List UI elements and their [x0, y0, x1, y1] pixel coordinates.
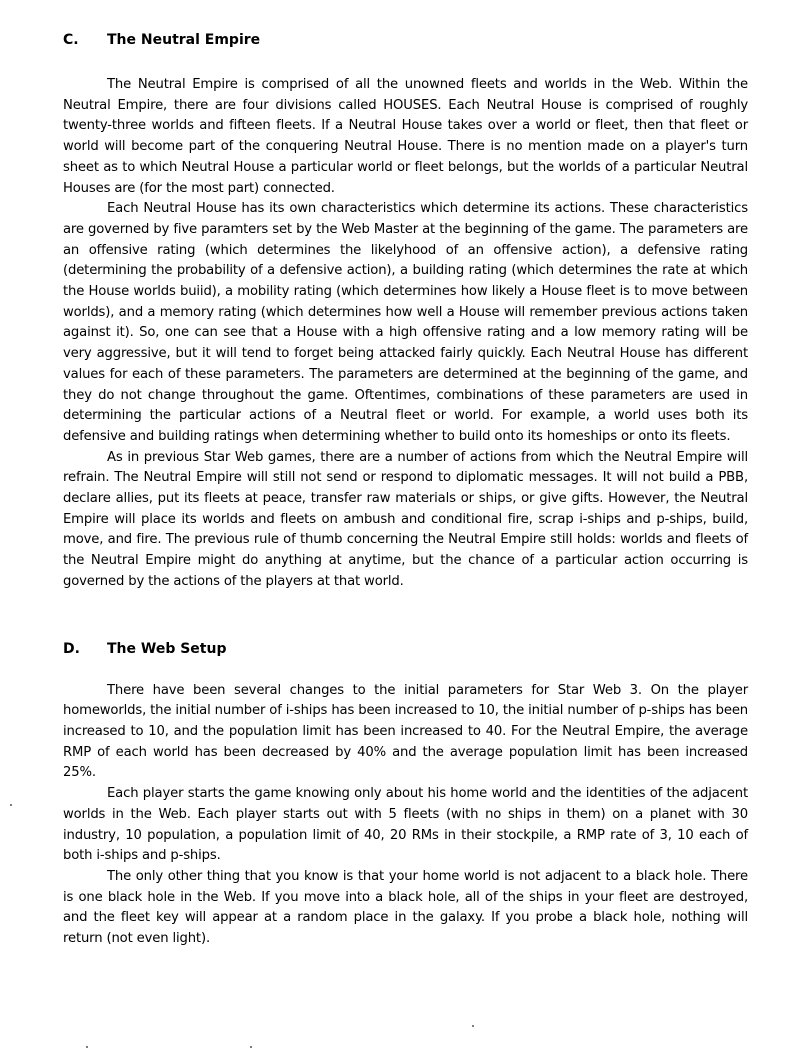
section-neutral-empire: [63, 30, 748, 593]
section-web-setup: [63, 639, 748, 950]
document-page: [63, 30, 748, 950]
paragraph: There have been several changes to the initial parameters for Star Web 3. On the player homeworlds, the initial number of i-ships has been increased to 10, the initial number of p-ships has been increased to 10, and the population limit has been increased to 40. For the Neutral Empire, the average RMP of each world has been decreased by 40% and the average population limit has been increased 25%.: [63, 682, 748, 781]
section-title: The Neutral Empire: [107, 32, 261, 48]
paragraph: The only other thing that you know is that your home world is not adjacent to a black hole. There is one black hole in the Web. If you move into a black hole, all of the ships in your fleet are destroyed, and the fleet key will appear at a random place in the galaxy. If you probe a black hole, nothing will return (not even light).: [63, 868, 748, 947]
section-letter: C.: [63, 32, 79, 48]
section-letter: D.: [63, 640, 80, 657]
scan-speck: [250, 1046, 252, 1048]
section-title: The Web Setup: [107, 640, 227, 657]
paragraph: As in previous Star Web games, there are a number of actions from which the Neutral Empire will refrain. The Neutral Empire will still not send or respond to diplomatic messages. It will not build a PBB, declare allies, put its fleets at peace, transfer raw materials or ships, or give gifts. However, the Neutral Empire will place its worlds and fleets on ambush and conditional fire, scrap i-ships and p-ships, build, move, and fire. The previous rule of thumb concerning the Neutral Empire still holds: worlds and fleets of the Neutral Empire might do anything at anytime, but the chance of a particular action occurring is governed by the actions of the players at that world.: [63, 449, 748, 589]
paragraph: The Neutral Empire is comprised of all the unowned fleets and worlds in the Web. Within the Neutral Empire, there are four divisions called HOUSES. Each Neutral House is comprised of roughly twenty-three worlds and fifteen fleets. If a Neutral House takes over a world or fleet, then that fleet or world will become part of the conquering Neutral House. There is no mention made on a player's turn sheet as to which Neutral House a particular world or fleet belongs, but the worlds of a particular Neutral Houses are (for the most part) connected.: [63, 77, 748, 196]
scan-speck: [86, 1046, 88, 1048]
paragraph: Each Neutral House has its own characteristics which determine its actions. These characteristics are governed by five paramters set by the Web Master at the beginning of the game. The parameters are an offensive rating (which determines the likelyhood of an offensive action), a defensive rating (determining the probability of a defensive action), a building rating (which determines the rate at which the House worlds buiid), a mobility rating (which determines how likely a House fleet is to move between worlds), and a memory rating (which determines how well a House will remember previous actions taken against it). So, one can see that a House with a high offensive rating and a low memory rating will be very aggressive, but it will tend to forget being attacked fairly quickly. Each Neutral House has different values for each of these parameters. The parameters are determined at the beginning of the game, and they do not change throughout the game. Oftentimes, combinations of these parameters are used in determining the particular actions of a Neutral fleet or world. For example, a world uses both its defensive and building ratings when determining whether to build onto its homeships or onto its fleets.: [63, 201, 748, 444]
scan-speck: [10, 804, 12, 806]
section-heading: [63, 30, 748, 50]
scan-speck: [472, 1025, 474, 1027]
section-heading: [63, 639, 748, 659]
paragraph: Each player starts the game knowing only about his home world and the identities of the adjacent worlds in the Web. Each player starts out with 5 fleets (with no ships in them) on a planet with 30 industry, 10 population, a population limit of 40, 20 RMs in their stockpile, a RMP rate of 3, 10 each of both i-ships and p-ships.: [63, 786, 748, 864]
